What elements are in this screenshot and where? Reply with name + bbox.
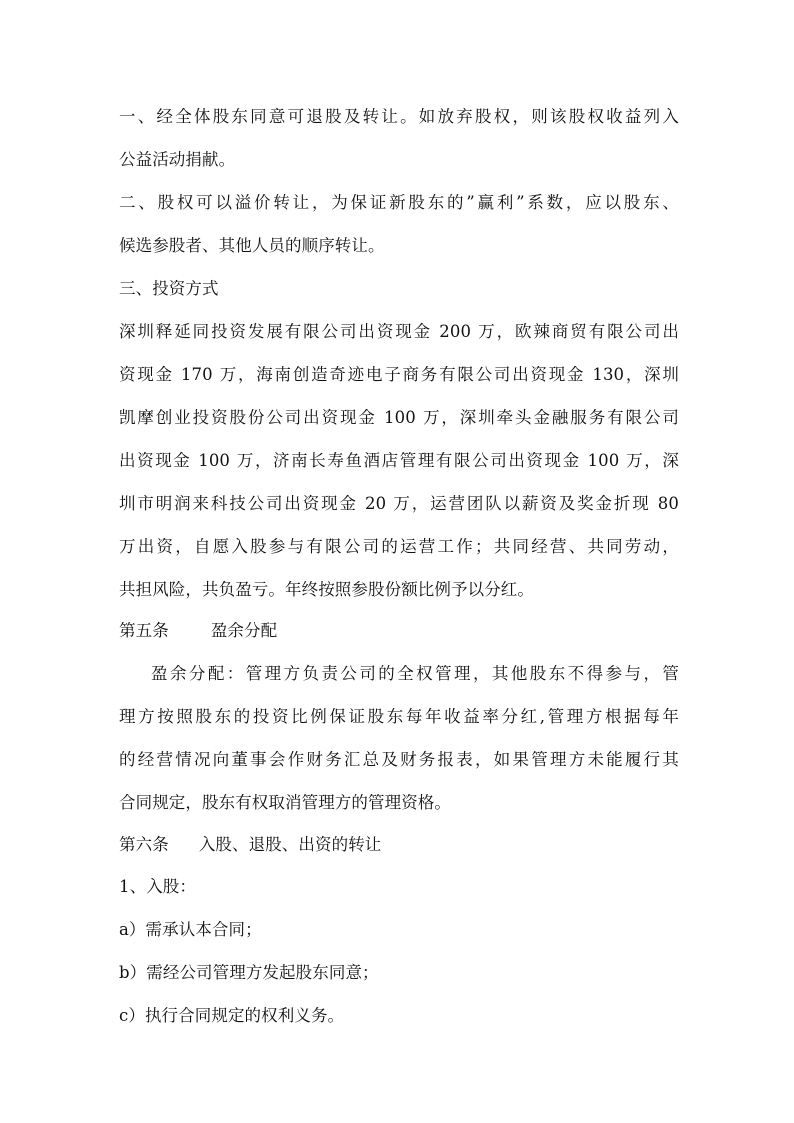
clause-2-line-1: 二、股权可以溢价转让，为保证新股东的”赢利”系数，应以股东、	[119, 193, 679, 212]
article-6-title: 入股、退股、出资的转让	[198, 835, 382, 854]
investment-line-2: 资现金 170 万，海南创造奇迹电子商务有限公司出资现金 130，深圳	[119, 365, 679, 384]
article-5-number: 第五条	[119, 621, 169, 640]
investment-line-5: 圳市明润来科技公司出资现金 20 万，运营团队以薪资及奖金折现 80	[119, 494, 679, 513]
article-5-heading	[119, 621, 679, 641]
article-5-body-line-4: 合同规定，股东有权取消管理方的管理资格。	[119, 793, 451, 812]
investment-line-1: 深圳释延同投资发展有限公司出资现金 200 万，欧辣商贸有限公司出	[119, 322, 679, 341]
article-6-heading	[119, 835, 679, 855]
article-5-title: 盈余分配	[210, 621, 278, 640]
article-5-body-line-3: 的经营情况向董事会作财务汇总及财务报表，如果管理方未能履行其	[119, 750, 679, 769]
clause-2-line-2: 候选参股者、其他人员的顺序转让。	[119, 236, 385, 255]
article-6-item-b: b）需经公司管理方发起股东同意；	[119, 963, 379, 982]
investment-line-3: 凯摩创业投资股份公司出资现金 100 万，深圳牵头金融服务有限公司	[119, 408, 679, 427]
article-6-number: 第六条	[119, 835, 169, 854]
clause-1-line-1: 一、经全体股东同意可退股及转让。如放弃股权，则该股权收益列入	[119, 107, 679, 126]
article-6-item-c: c）执行合同规定的权利义务。	[119, 1006, 345, 1025]
article-6-item-join: 1、入股：	[119, 877, 196, 896]
clause-1-line-2: 公益活动捐献。	[119, 150, 236, 169]
article-5-body-line-2: 理方按照股东的投资比例保证股东每年收益率分红,管理方根据每年	[119, 707, 679, 726]
article-6-item-a: a）需承认本合同；	[119, 920, 262, 939]
investment-line-6: 万出资，自愿入股参与有限公司的运营工作；共同经营、共同劳动，	[119, 537, 679, 556]
clause-3-heading: 三、投资方式	[119, 279, 219, 298]
investment-line-4: 出资现金 100 万，济南长寿鱼酒店管理有限公司出资现金 100 万，深	[119, 451, 679, 470]
investment-line-7: 共担风险，共负盈亏。年终按照参股份额比例予以分红。	[119, 580, 534, 599]
article-5-body-line-1: 盈余分配：管理方负责公司的全权管理，其他股东不得参与，管	[151, 664, 679, 683]
